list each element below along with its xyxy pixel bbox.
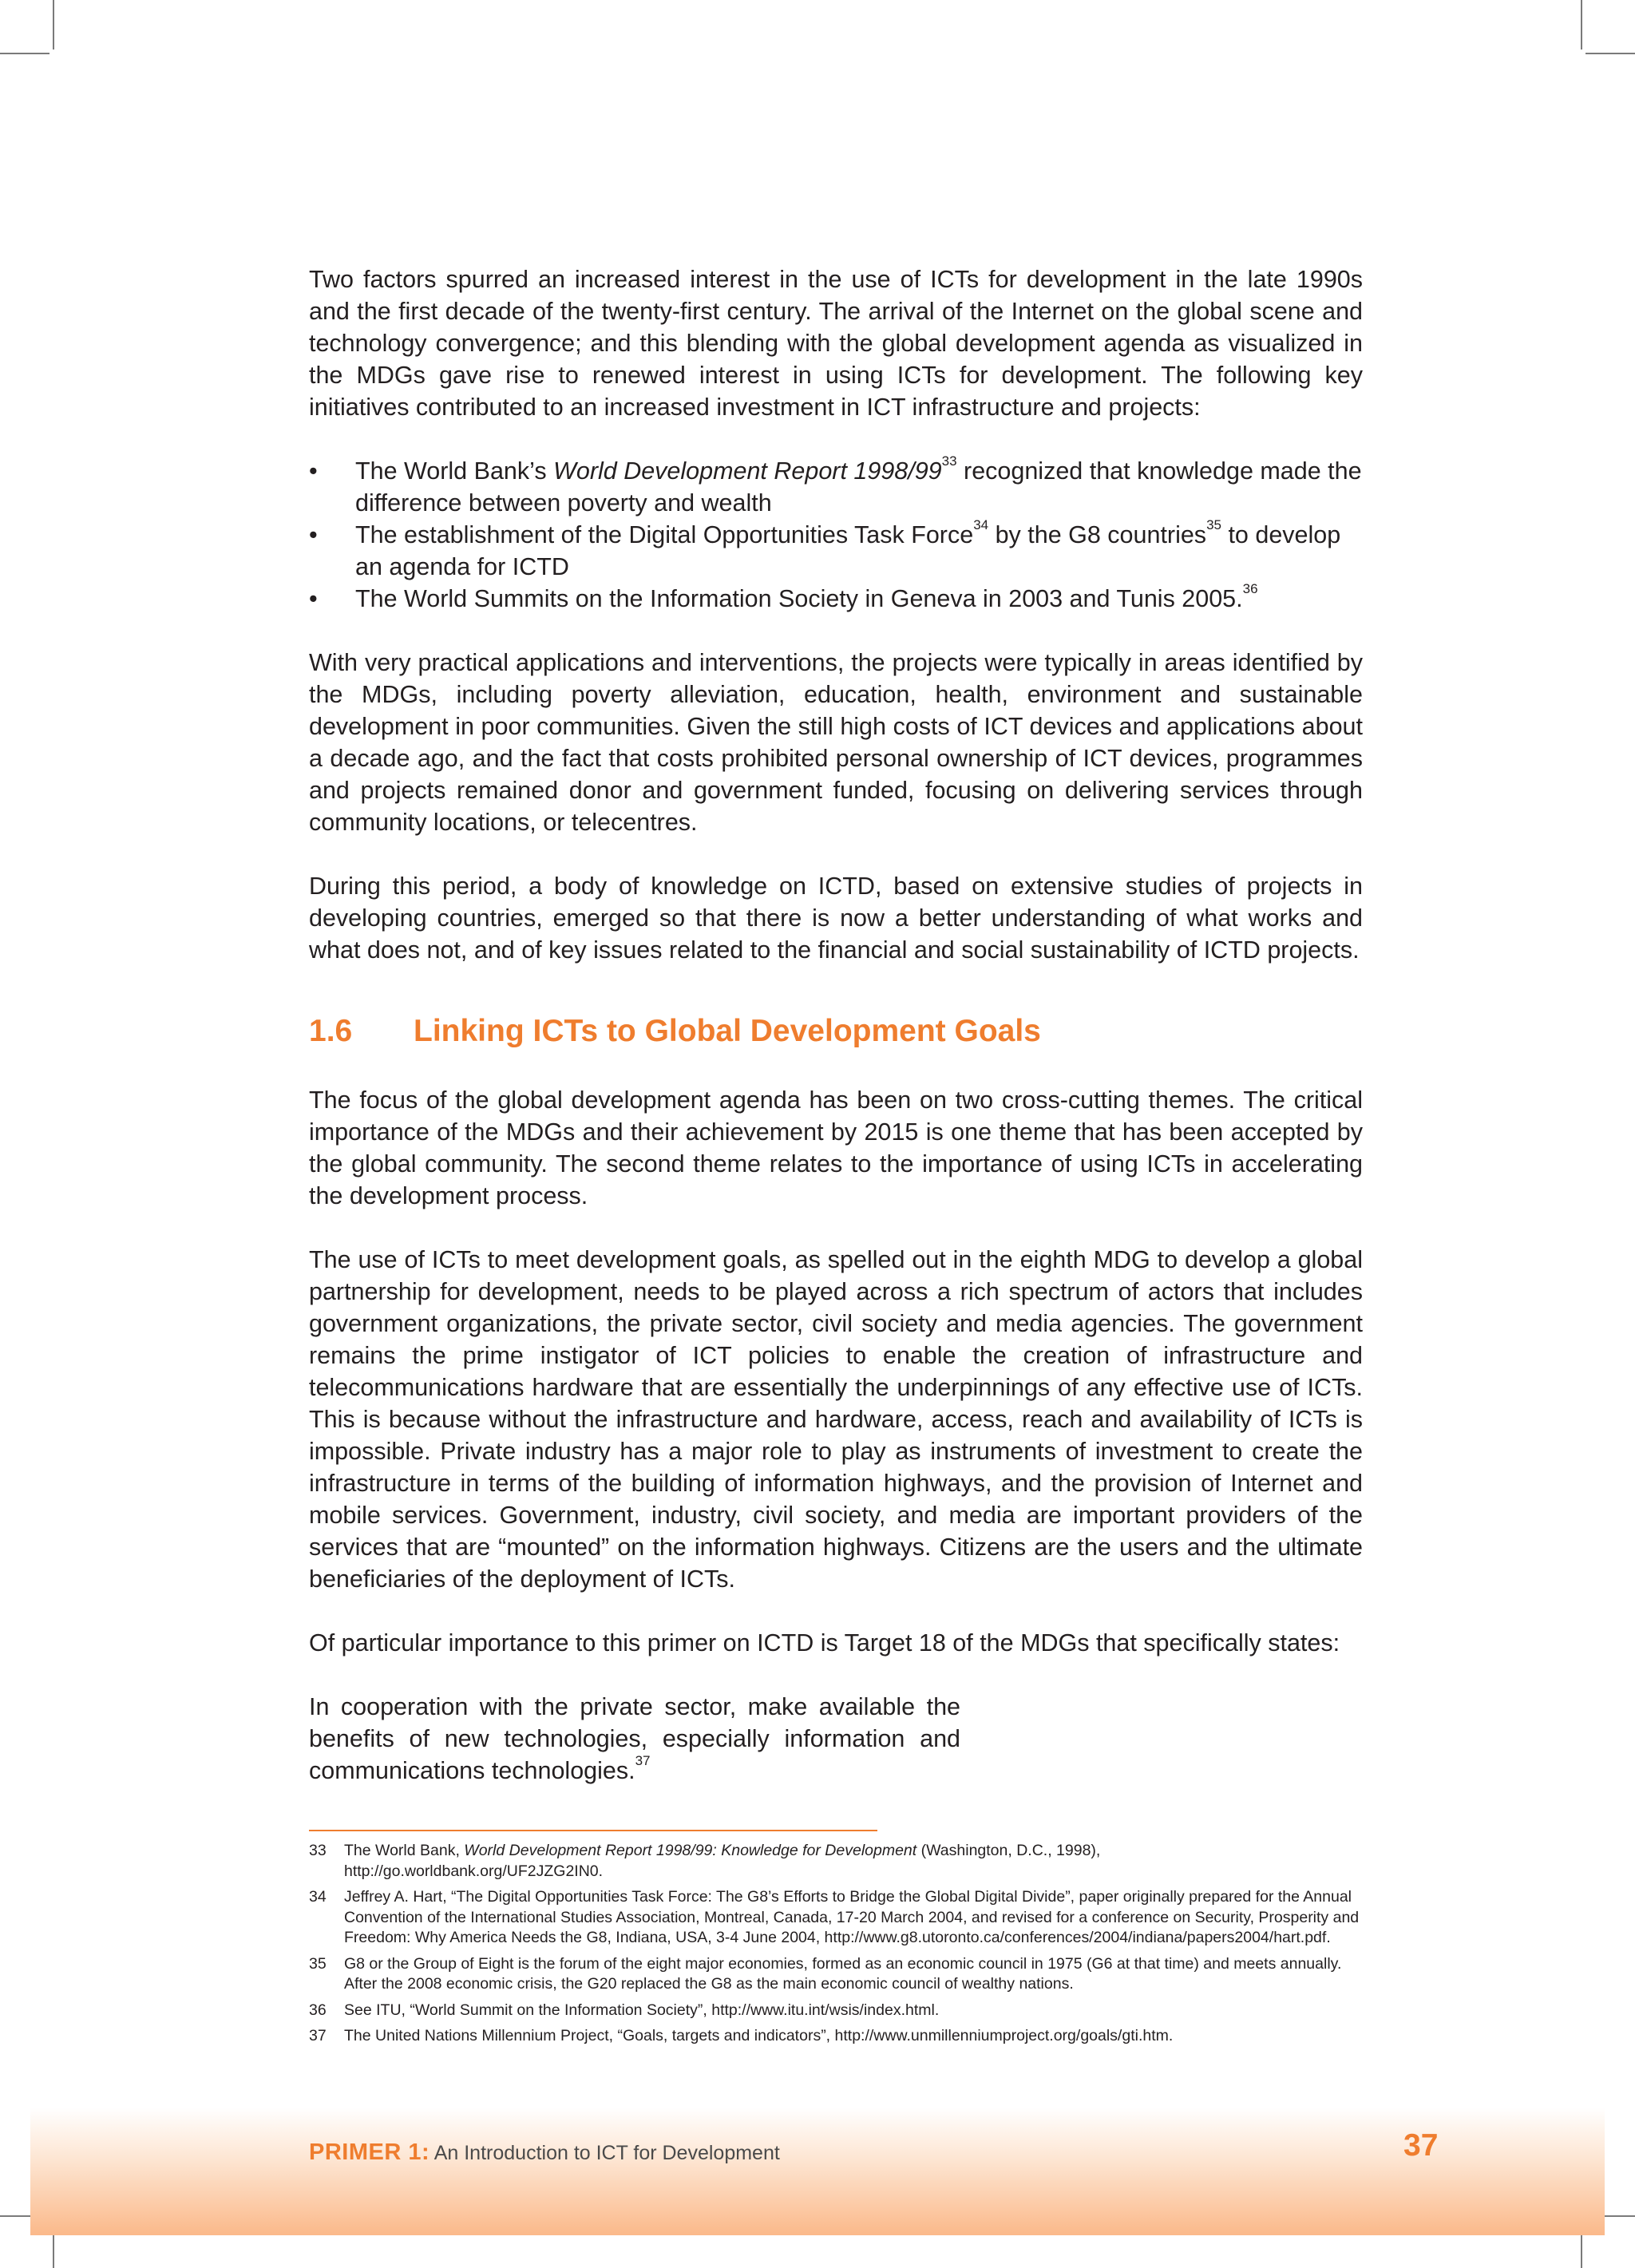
section-number: 1.6 bbox=[309, 1014, 353, 1048]
footnote: 36 See ITU, “World Summit on the Information Society”, http://www.itu.int/wsis/index.html. bbox=[309, 2001, 1363, 2021]
footnote-number: 37 bbox=[309, 2027, 327, 2044]
report-title: World Development Report 1998/99 bbox=[553, 457, 942, 485]
footnote-divider bbox=[309, 1830, 877, 1831]
crop-mark bbox=[1581, 0, 1582, 49]
running-footer bbox=[309, 2139, 780, 2166]
footnote-ref[interactable]: 35 bbox=[1206, 517, 1221, 532]
primer-label: PRIMER 1: bbox=[309, 2139, 430, 2165]
primer-subtitle: An Introduction to ICT for Development bbox=[430, 2142, 780, 2164]
crop-mark bbox=[1586, 53, 1635, 54]
bullet-marker: • bbox=[309, 521, 318, 548]
main-content bbox=[309, 263, 1363, 1787]
footnote-ref[interactable]: 36 bbox=[1242, 581, 1258, 596]
block-quote: In cooperation with the private sector, make available the benefits of new technologies, especially information and communications technologies.$^{37}$ bbox=[309, 1693, 960, 1784]
body-paragraph: The use of ICTs to meet development goals, as spelled out in the eighth MDG to develop a global partnership for development, needs to be played across a rich spectrum of actors that includes government organizations, the private sector, civil society and media agencies. The government remains the prime instigator of ICT policies to enable the creation of infrastructure and telecommunications hardware that are essentially the underpinnings of any effective use of ICTs. This is because without the infrastructure and hardware, access, reach and availability of ICTs is impossible. Private industry has a major role to play as instruments of investment to create the infrastructure in terms of the building of information highways, and the provision of Internet and mobile services. Government, industry, civil society, and media are important providers of the services that are “mounted” on the information highways. Citizens are the users and the ultimate beneficiaries of the deployment of ICTs. bbox=[309, 1246, 1363, 1593]
body-paragraph: During this period, a body of knowledge on ICTD, based on extensive studies of projects in developing countries, emerged so that there is now a better understanding of what works and what does not, and of key issues related to the financial and social sustainability of ICTD projects. bbox=[309, 873, 1363, 964]
section-title: Linking ICTs to Global Development Goals bbox=[414, 1014, 1041, 1048]
footer-band bbox=[30, 2108, 1605, 2235]
footnote: 33 The World Bank, World Development Report 1998/99: Knowledge for Development (Washington, D.C., 1998), http://go.worldbank.org/UF2JZG2IN0. bbox=[309, 1841, 1363, 1882]
footnote-ref[interactable]: 37 bbox=[635, 1753, 651, 1768]
footnote-number: 33 bbox=[309, 1842, 327, 1859]
body-paragraph: With very practical applications and interventions, the projects were typically in areas identified by the MDGs, including poverty alleviation, education, health, environment and sustainable development in poor communities. Given the still high costs of ICT devices and applications about a decade ago, and the fact that costs prohibited personal ownership of ICT devices, programmes and projects remained donor and government funded, focusing on delivering services through community locations, or telecentres. bbox=[309, 649, 1363, 836]
bullet-marker: • bbox=[309, 585, 318, 612]
footnote-ref[interactable]: 34 bbox=[973, 517, 989, 532]
footnote: 37 The United Nations Millennium Project, “Goals, targets and indicators”, http://www.unmillenniumproject.org/goals/gti.htm. bbox=[309, 2026, 1363, 2047]
footnote-number: 36 bbox=[309, 2001, 327, 2019]
crop-mark bbox=[0, 53, 49, 54]
section-heading bbox=[309, 1012, 1363, 1051]
footnote-number: 34 bbox=[309, 1888, 327, 1906]
footnote: 34 Jeffrey A. Hart, “The Digital Opportunities Task Force: The G8’s Efforts to Bridge the Global Digital Divide”, paper originally prepared for the Annual Convention of the International Studies Association, Montreal, Canada, 17-20 March 2004, and revised for a conference on Security, Prosperity and Freedom: Why America Needs the G8, Indiana, USA, 3-4 June 2004, http://www.g8.utoronto.ca/conferences/2004/indiana/papers2004/hart.pdf. bbox=[309, 1887, 1363, 1949]
initiatives-list bbox=[309, 455, 1363, 615]
bullet-marker: • bbox=[309, 457, 318, 485]
intro-paragraph: Two factors spurred an increased interest in the use of ICTs for development in the late 1990s and the first decade of the twenty-first century. The arrival of the Internet on the global scene and technology convergence; and this blending with the global development agenda as visualized in the MDGs gave rise to renewed interest in using ICTs for development. The following key initiatives contributed to an increased investment in ICT infrastructure and projects: bbox=[309, 266, 1363, 421]
body-paragraph: The focus of the global development agenda has been on two cross-cutting themes. The critical importance of the MDGs and their achievement by 2015 is one theme that has been accepted by the global community. The second theme relates to the importance of using ICTs in accelerating the development process. bbox=[309, 1087, 1363, 1209]
footnote: 35 G8 or the Group of Eight is the forum of the eight major economies, formed as an economic council in 1975 (G6 at that time) and meets annually. After the 2008 economic crisis, the G20 replaced the G8 as the main economic council of wealthy nations. bbox=[309, 1954, 1363, 1995]
footnote-number: 35 bbox=[309, 1954, 327, 1973]
footnotes bbox=[309, 1841, 1363, 2052]
list-item: • The World Summits on the Information Society in Geneva in 2003 and Tunis 2005.36 bbox=[309, 583, 1363, 615]
list-item: • The World Bank’s World Development Report $1998/99^{33}$ recognized that knowledge made the difference between poverty and wealth bbox=[309, 453, 1362, 517]
list-item: • The establishment of the Digital Opportunities Task Force$^{34}$ by the G8 countries$^{35}$ to develop an agenda for ICTD bbox=[309, 517, 1341, 580]
body-paragraph: Of particular importance to this primer on ICTD is Target 18 of the MDGs that specifically states: bbox=[309, 1629, 1340, 1656]
crop-mark bbox=[53, 0, 54, 49]
page-number: 37 bbox=[1403, 2128, 1439, 2163]
footnote-ref[interactable]: 33 bbox=[941, 453, 957, 469]
